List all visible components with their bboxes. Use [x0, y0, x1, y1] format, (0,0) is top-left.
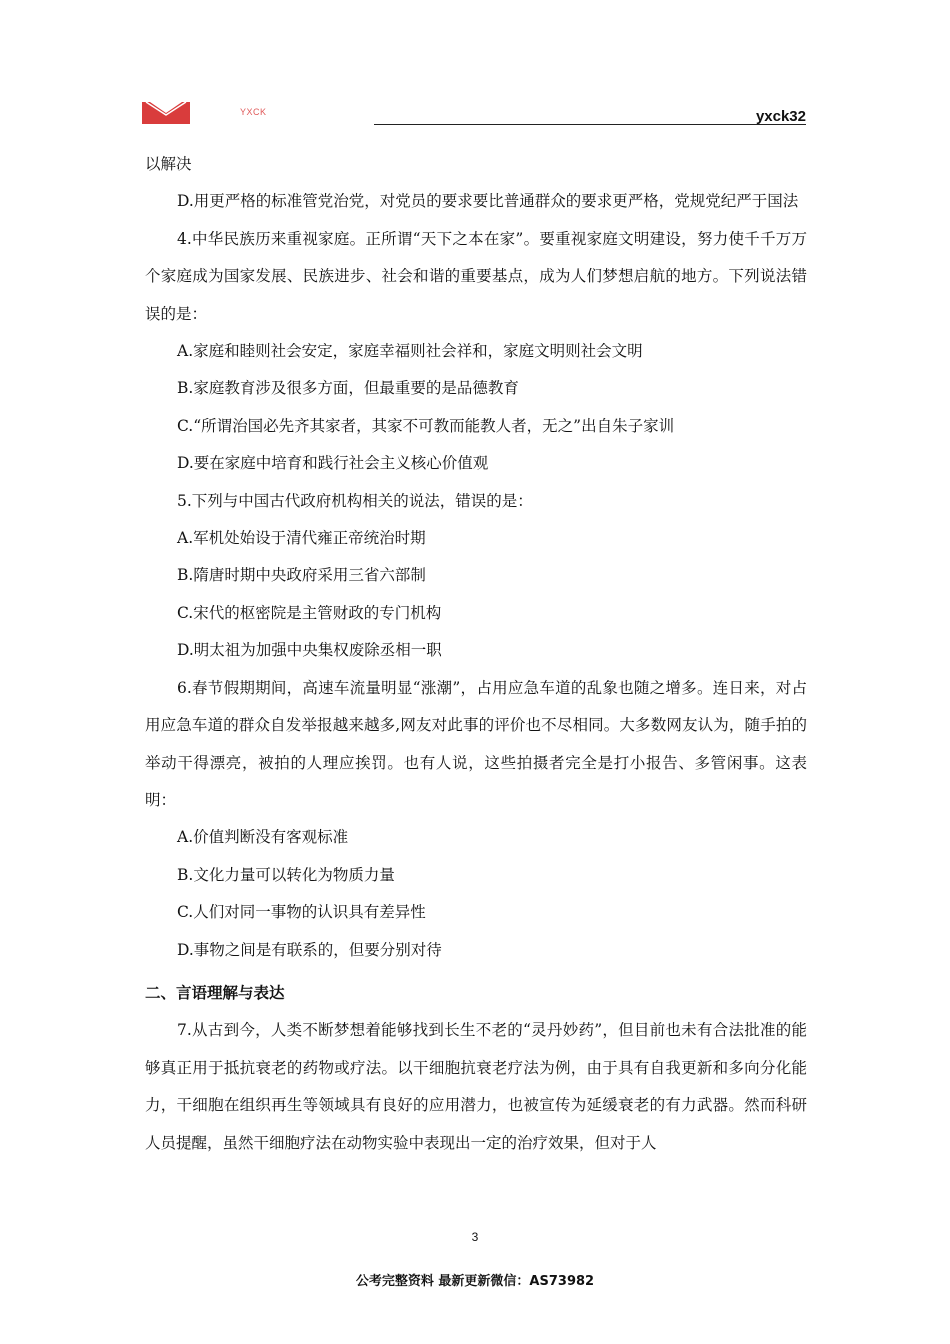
envelope-logo-icon — [142, 102, 190, 124]
option-b-q4: B.家庭教育涉及很多方面，但最重要的是品德教育 — [177, 379, 519, 398]
document-body — [145, 146, 807, 1162]
header-divider — [374, 124, 806, 125]
page-header — [0, 0, 950, 130]
option-a-q6: A.价值判断没有客观标准 — [177, 828, 349, 847]
text-line: 以解决 — [145, 155, 192, 173]
question-4: 4.中华民族历来重视家庭。正所谓“天下之本在家”。要重视家庭文明建设，努力使千千万万个家庭成为国家发展、民族进步、社会和谐的重要基点，成为人们梦想启航的地方。下列说法错误的是： — [145, 229, 807, 323]
option-c-q5: C.宋代的枢密院是主管财政的专门机构 — [177, 603, 442, 622]
option-d-q4: D.要在家庭中培育和践行社会主义核心价值观 — [177, 454, 489, 473]
option-d-q6: D.事物之间是有联系的，但要分别对待 — [177, 940, 442, 959]
option-c-q4: C.“所谓治国必先齐其家者，其家不可教而能教人者，无之”出自朱子家训 — [177, 416, 675, 435]
footer-note: 公考完整资料 最新更新微信：AS73982 — [355, 1274, 595, 1289]
page-number: 3 — [471, 1230, 479, 1244]
option-b-q5: B.隋唐时期中央政府采用三省六部制 — [177, 566, 426, 585]
option-d-q5: D.明太祖为加强中央集权废除丞相一职 — [177, 641, 442, 660]
document-code: yxck32 — [755, 108, 806, 125]
question-6: 6.春节假期期间，高速车流量明显“涨潮”，占用应急车道的乱象也随之增多。连日来，对占用应急车道的群众自发举报越来越多,网友对此事的评价也不尽相同。大多数网友认为，随手拍的举动干得漂亮，被拍的人理应挨罚。也有人说，这些拍摄者完全是打小报告、多管闲事。这表明： — [145, 678, 807, 809]
option-a-q4: A.家庭和睦则社会安定，家庭幸福则社会祥和，家庭文明则社会文明 — [177, 342, 643, 361]
question-7: 7.从古到今，人类不断梦想着能够找到长生不老的“灵丹妙药”，但目前也未有合法批准的能够真正用于抵抗衰老的药物或疗法。以干细胞抗衰老疗法为例，由于具有自我更新和多向分化能力，干细胞在组织再生等领域具有良好的应用潜力，也被宣传为延缓衰老的有力武器。然而科研人员提醒，虽然干细胞疗法在动物实验中表现出一定的治疗效果，但对于人 — [145, 1021, 807, 1152]
section-title: 二、言语理解与表达 — [145, 983, 285, 1002]
logo-text: YXCK — [240, 107, 267, 117]
option-b-q6: B.文化力量可以转化为物质力量 — [177, 865, 395, 884]
option-d-q3: D.用更严格的标准管党治党，对党员的要求要比普通群众的要求更严格，党规党纪严于国法 — [177, 192, 799, 211]
option-c-q6: C.人们对同一事物的认识具有差异性 — [177, 903, 426, 922]
option-a-q5: A.军机处始设于清代雍正帝统治时期 — [177, 529, 426, 548]
question-5: 5.下列与中国古代政府机构相关的说法，错误的是： — [177, 491, 533, 510]
